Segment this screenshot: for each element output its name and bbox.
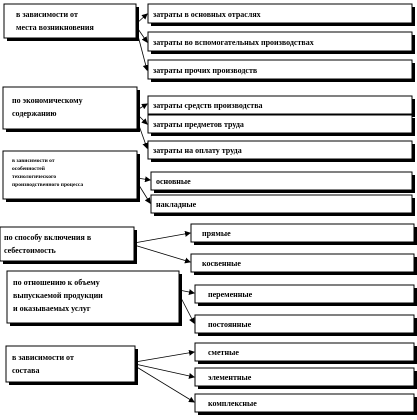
item-main-sectors: затраты в основных отраслях bbox=[153, 10, 261, 19]
economic-items bbox=[148, 96, 415, 162]
category-box-composition bbox=[6, 346, 135, 382]
category-economic-line-2: содержанию bbox=[12, 109, 57, 118]
category-technological-group bbox=[3, 151, 140, 202]
item-means-production: затраты средств производства bbox=[153, 101, 263, 110]
volume-items bbox=[195, 285, 417, 336]
origin-connectors bbox=[136, 14, 147, 70]
category-technological-line-1: в зависимости от bbox=[12, 158, 55, 164]
category-composition-group bbox=[6, 346, 138, 385]
item-objects-labor: затраты предметов труда bbox=[153, 120, 244, 129]
item-elemental: элементные bbox=[208, 373, 252, 382]
item-auxiliary: затраты во вспомогательных производствах bbox=[153, 38, 314, 47]
category-origin-group bbox=[4, 4, 139, 41]
item-overhead: накладные bbox=[156, 200, 197, 209]
category-origin-line-1: в зависимости от bbox=[16, 10, 78, 19]
category-inclusion-line-2: себестоимость bbox=[4, 246, 56, 255]
category-inclusion-line-1: по способу включения в bbox=[4, 233, 92, 242]
item-estimate: сметные bbox=[208, 348, 239, 357]
category-volume-group bbox=[7, 271, 182, 326]
arrow-composition-3 bbox=[135, 366, 194, 402]
arrow-composition-2 bbox=[135, 364, 194, 377]
category-volume-line-3: и оказываемых услуг bbox=[13, 304, 91, 313]
inclusion-items bbox=[191, 224, 417, 275]
item-direct: прямые bbox=[202, 229, 231, 238]
inclusion-connectors bbox=[134, 233, 190, 262]
item-variable: переменные bbox=[208, 290, 253, 299]
composition-items bbox=[195, 343, 417, 415]
item-fixed: постоянные bbox=[208, 320, 252, 329]
arrow-inclusion-2 bbox=[134, 245, 190, 262]
category-composition-line-1: в зависимости от bbox=[12, 353, 74, 362]
item-wages: затраты на оплату труда bbox=[153, 146, 242, 155]
category-inclusion-group bbox=[0, 227, 137, 264]
origin-items bbox=[148, 4, 415, 82]
item-complex: комплексные bbox=[208, 399, 257, 408]
category-technological-line-3: технологического bbox=[12, 174, 57, 180]
category-technological-line-4: производственного процесса bbox=[12, 182, 84, 188]
category-economic-line-1: по экономическому bbox=[12, 96, 83, 105]
arrow-inclusion-1 bbox=[134, 233, 190, 243]
category-volume-line-1: по отношению к объему bbox=[13, 278, 100, 287]
item-basic: основные bbox=[156, 177, 191, 186]
item-indirect: косвенные bbox=[202, 259, 241, 268]
category-volume-line-2: выпускаемой продукции bbox=[13, 291, 103, 300]
category-composition-line-2: состава bbox=[12, 366, 40, 375]
arrow-composition-1 bbox=[135, 352, 194, 362]
category-box-economic bbox=[3, 87, 137, 129]
category-origin-line-2: места возникновения bbox=[16, 23, 94, 32]
composition-connectors bbox=[135, 352, 194, 402]
item-other-production: затраты прочих производств bbox=[153, 66, 258, 75]
category-economic-group bbox=[3, 87, 140, 132]
category-technological-line-2: особенностей bbox=[12, 166, 45, 172]
technological-items bbox=[151, 172, 415, 216]
arrow-economic-3 bbox=[137, 120, 147, 148]
